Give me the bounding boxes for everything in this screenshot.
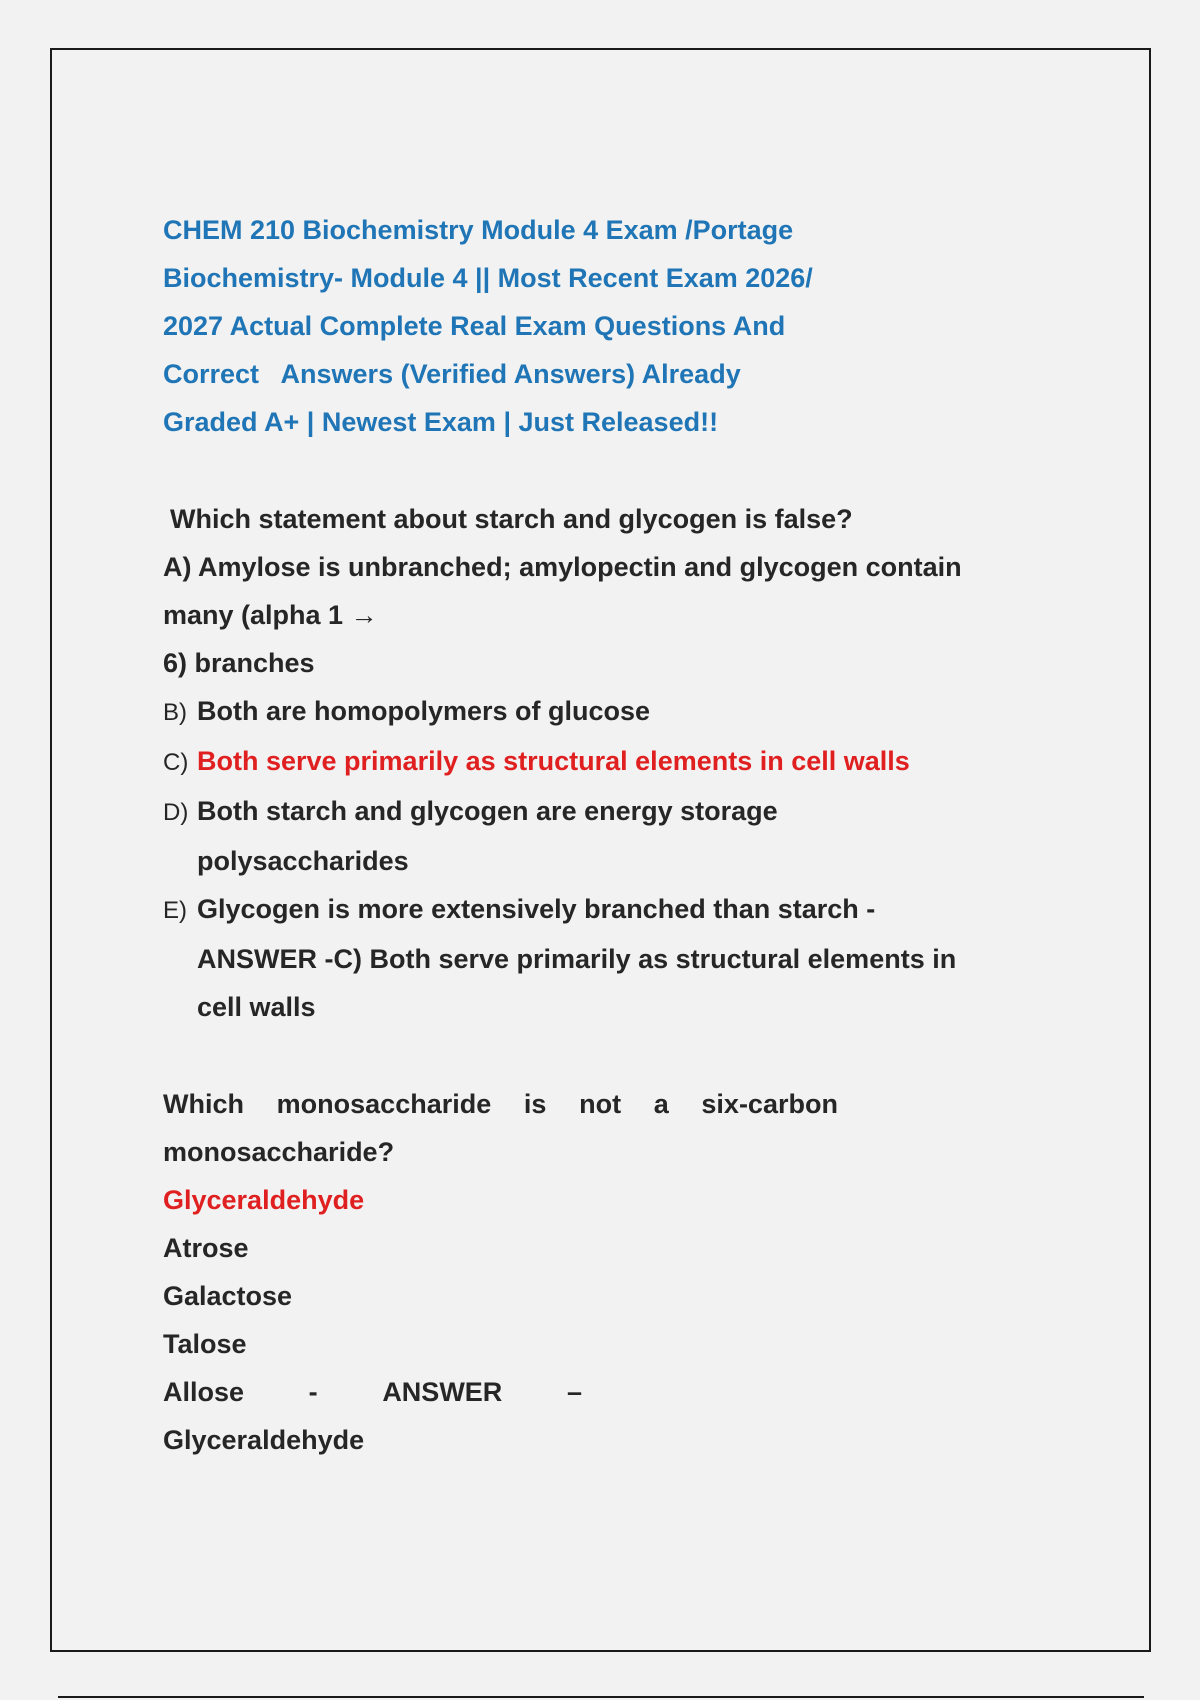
option-d: [163, 787, 1063, 837]
bottom-rule: [58, 1696, 1144, 1698]
option-a-line: A) Amylose is unbranched; amylopectin and glycogen contain: [163, 552, 962, 582]
prompt-word: not: [579, 1089, 622, 1119]
answer-value: Glyceraldehyde: [163, 1425, 365, 1455]
option-letter: C): [163, 749, 189, 776]
correct-option-text: Both serve primarily as structural elements in cell walls: [197, 746, 910, 776]
option-e: [163, 885, 1063, 935]
question-1-prompt: Which statement about starch and glycogen is false?: [170, 504, 853, 534]
option-text: Talose: [163, 1329, 247, 1359]
option-letter: D): [163, 799, 189, 826]
option-text: Galactose: [163, 1281, 293, 1311]
title-line: Correct Answers (Verified Answers) Already: [163, 359, 741, 389]
title-line: Biochemistry- Module 4 || Most Recent Exam 2026/: [163, 263, 813, 293]
option-d-continuation: polysaccharides: [197, 846, 409, 876]
prompt-word: monosaccharide: [276, 1089, 492, 1119]
correct-option-text: Glyceraldehyde: [163, 1185, 365, 1215]
dash: –: [566, 1377, 582, 1407]
title-line: 2027 Actual Complete Real Exam Questions And: [163, 311, 786, 341]
option-c: [163, 737, 1063, 787]
option-letter: E): [163, 897, 187, 924]
question-1: [163, 495, 1063, 1031]
option-text: Glycogen is more extensively branched than starch -: [197, 894, 876, 924]
answer-label: ANSWER: [382, 1377, 503, 1407]
question-2-prompt-continuation: monosaccharide?: [163, 1137, 395, 1167]
prompt-word: Which: [163, 1089, 244, 1119]
answer-line: ANSWER -C) Both serve primarily as structural elements in: [197, 944, 957, 974]
question-2-prompt: [163, 1080, 838, 1128]
answer-line: cell walls: [197, 992, 316, 1022]
option-letter: B): [163, 699, 187, 726]
document-content: [163, 206, 1063, 1464]
option-text: Both are homopolymers of glucose: [197, 696, 651, 726]
question-2: [163, 1080, 1063, 1464]
option-a-line: many (alpha 1 →: [163, 600, 378, 630]
dash: -: [308, 1377, 318, 1407]
title-line: CHEM 210 Biochemistry Module 4 Exam /Portage: [163, 215, 794, 245]
document-title: [163, 206, 1063, 446]
option-a-line: 6) branches: [163, 648, 315, 678]
option-text: Both starch and glycogen are energy storage: [197, 796, 778, 826]
option-text: Allose: [163, 1377, 245, 1407]
option-b: [163, 687, 1063, 737]
prompt-word: is: [523, 1089, 547, 1119]
option-text: Atrose: [163, 1233, 249, 1263]
title-line: Graded A+ | Newest Exam | Just Released!!: [163, 407, 719, 437]
answer-row: [163, 1368, 582, 1416]
prompt-word: a: [653, 1089, 669, 1119]
prompt-word: six-carbon: [701, 1089, 838, 1119]
